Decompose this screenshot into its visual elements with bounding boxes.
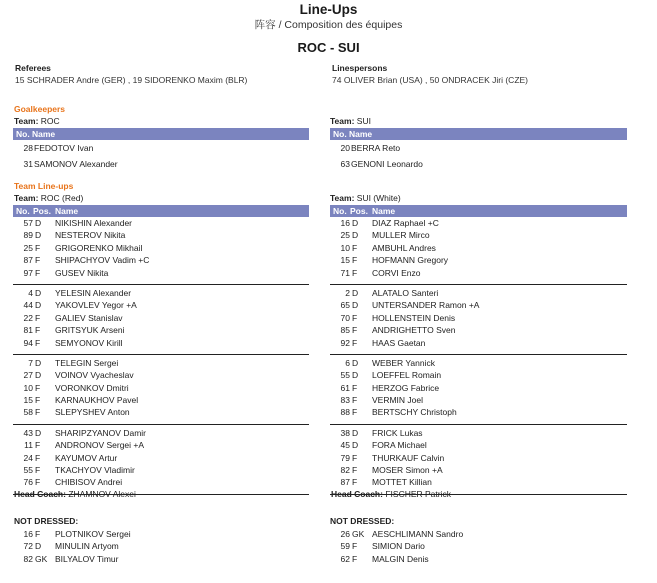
player-number: 65 xyxy=(340,300,350,311)
player-number: 89 xyxy=(23,230,33,241)
lineup-player-row xyxy=(330,358,627,370)
player-number: 55 xyxy=(340,370,350,381)
player-number: 92 xyxy=(340,337,350,348)
gk-team-label-right: Team: xyxy=(330,116,355,126)
player-name: GRITSYUK Arseni xyxy=(55,325,125,336)
player-name: BERTSCHY Christoph xyxy=(372,407,457,418)
lineup-player-row xyxy=(13,440,309,452)
page-subtitle: 阵容 / Composition des équipes xyxy=(254,19,403,31)
goalkeeper-row xyxy=(330,159,627,175)
lineup-player-row xyxy=(13,338,309,350)
player-number: 97 xyxy=(23,267,33,278)
player-name: THURKAUF Calvin xyxy=(372,452,445,463)
lineup-player-row xyxy=(330,243,627,255)
player-name: SAMONOV Alexander xyxy=(34,159,118,169)
player-number: 88 xyxy=(340,407,350,418)
lineup-player-row xyxy=(330,268,627,280)
lineup-player-row xyxy=(13,230,309,242)
lineup-player-row xyxy=(13,358,309,370)
player-position: D xyxy=(35,300,42,311)
player-position: D xyxy=(35,230,42,241)
player-number: 22 xyxy=(23,312,33,323)
player-name: AESCHLIMANN Sandro xyxy=(372,529,464,539)
player-number: 82 xyxy=(23,553,33,564)
player-number: 2 xyxy=(345,287,350,298)
player-number: 59 xyxy=(340,541,350,552)
lineup-header-no: No. xyxy=(16,206,30,216)
player-number: 31 xyxy=(23,159,33,169)
player-name: GRIGORENKO Mikhail xyxy=(55,242,143,253)
not-dressed-row xyxy=(13,541,309,553)
player-name: UNTERSANDER Ramon +A xyxy=(372,300,480,311)
player-position: D xyxy=(35,357,42,368)
lineup-player-row xyxy=(330,383,627,395)
not-dressed-row xyxy=(13,554,309,566)
lineup-player-row xyxy=(330,477,627,489)
player-number: 28 xyxy=(23,143,33,153)
lineup-header-left xyxy=(13,205,309,217)
lineup-list-left xyxy=(13,218,309,498)
player-name: PLOTNIKOV Sergei xyxy=(55,529,131,539)
player-number: 87 xyxy=(340,477,350,488)
player-name: FRICK Lukas xyxy=(372,427,423,438)
player-position: F xyxy=(35,325,41,336)
lineup-player-row xyxy=(13,255,309,267)
goalkeeper-row xyxy=(13,159,309,175)
head-coach-name: ZHAMNOV Alexei xyxy=(68,489,136,499)
player-position: F xyxy=(35,337,41,348)
player-name: YELESIN Alexander xyxy=(55,287,132,298)
player-number: 82 xyxy=(340,465,350,476)
player-name: FEDOTOV Ivan xyxy=(34,143,94,153)
goalkeeper-row xyxy=(330,143,627,159)
gk-list-left xyxy=(13,143,309,175)
lineup-player-row xyxy=(330,313,627,325)
not-dressed-row xyxy=(13,529,309,541)
head-coach-left xyxy=(14,489,136,499)
lineup-header-pos: Pos. xyxy=(350,206,368,216)
player-position: F xyxy=(35,452,41,463)
lineup-player-row xyxy=(330,325,627,337)
player-number: 45 xyxy=(340,440,350,451)
player-name: ALATALO Santeri xyxy=(372,287,439,298)
player-name: NESTEROV Nikita xyxy=(55,230,126,241)
player-name: HAAS Gaetan xyxy=(372,337,426,348)
player-name: SEMYONOV Kirill xyxy=(55,337,123,348)
player-position: D xyxy=(35,370,42,381)
player-position: D xyxy=(352,357,359,368)
not-dressed-list-left xyxy=(13,529,309,566)
lineup-player-row xyxy=(13,288,309,300)
player-position: F xyxy=(35,255,41,266)
player-number: 15 xyxy=(23,395,33,406)
player-position: D xyxy=(35,218,42,228)
gk-team-right xyxy=(330,116,371,126)
player-position: F xyxy=(352,553,358,564)
player-name: AMBUHL Andres xyxy=(372,242,436,253)
player-position: F xyxy=(352,452,358,463)
player-position: F xyxy=(35,477,41,488)
player-position: F xyxy=(35,529,41,539)
goalkeepers-section-label: Goalkeepers xyxy=(14,104,66,114)
linespersons-value: 74 OLIVER Brian (USA) , 50 ONDRACEK Jiri (CZE) xyxy=(332,75,529,85)
player-position: D xyxy=(352,427,359,438)
player-number: 10 xyxy=(23,382,33,393)
lineup-player-row xyxy=(13,453,309,465)
player-name: BERRA Reto xyxy=(351,143,401,153)
player-number: 70 xyxy=(340,312,350,323)
lineup-team-name-right: SUI (White) xyxy=(356,193,401,203)
player-position: D xyxy=(352,230,359,241)
lineup-player-row xyxy=(13,300,309,312)
player-position: F xyxy=(35,382,41,393)
gk-team-label-left: Team: xyxy=(14,116,39,126)
lineup-player-row xyxy=(330,288,627,300)
player-name: CORVI Enzo xyxy=(372,267,421,278)
lineup-player-row xyxy=(330,255,627,267)
lineup-player-row xyxy=(330,453,627,465)
player-name: GENONI Leonardo xyxy=(351,159,423,169)
player-name: VOINOV Vyacheslav xyxy=(55,370,134,381)
player-name: SLEPYSHEV Anton xyxy=(55,407,130,418)
player-name: BILYALOV Timur xyxy=(55,553,119,564)
player-name: VERMIN Joel xyxy=(372,395,424,406)
player-number: 25 xyxy=(23,242,33,253)
gk-team-name-right: SUI xyxy=(356,116,371,126)
gk-team-left xyxy=(14,116,60,126)
player-position: F xyxy=(352,255,358,266)
lineup-player-row xyxy=(13,313,309,325)
player-number: 26 xyxy=(340,529,350,539)
player-number: 4 xyxy=(28,287,33,298)
head-coach-right xyxy=(331,489,451,499)
gk-team-name-left: ROC xyxy=(40,116,60,126)
player-name: MOSER Simon +A xyxy=(372,465,443,476)
player-position: F xyxy=(352,325,358,336)
player-number: 24 xyxy=(23,452,33,463)
gk-header-left xyxy=(13,128,309,140)
goalkeeper-row xyxy=(13,143,309,159)
player-name: DIAZ Raphael +C xyxy=(372,218,439,228)
player-position: D xyxy=(352,287,359,298)
player-name: FORA Michael xyxy=(372,440,427,451)
player-number: 71 xyxy=(340,267,350,278)
player-position: F xyxy=(352,477,358,488)
lineup-player-row xyxy=(13,325,309,337)
not-dressed-row xyxy=(330,541,627,553)
not-dressed-label-right: NOT DRESSED: xyxy=(330,516,395,526)
player-position: F xyxy=(35,440,41,451)
not-dressed-label-left: NOT DRESSED: xyxy=(14,516,79,526)
lineup-player-row xyxy=(13,218,309,230)
lineup-player-row xyxy=(330,428,627,440)
player-name: NIKISHIN Alexander xyxy=(55,218,133,228)
gk-header-name: Name xyxy=(32,129,56,139)
player-number: 43 xyxy=(23,427,33,438)
player-number: 20 xyxy=(340,143,350,153)
player-number: 55 xyxy=(23,465,33,476)
player-position: F xyxy=(35,242,41,253)
player-name: KARNAUKHOV Pavel xyxy=(55,395,139,406)
player-name: ANDRIGHETTO Sven xyxy=(372,325,456,336)
player-position: D xyxy=(35,427,42,438)
player-position: F xyxy=(35,407,41,418)
lineup-player-row xyxy=(13,407,309,419)
lineup-header-pos: Pos. xyxy=(33,206,51,216)
lineup-player-row xyxy=(330,407,627,419)
lineup-team-name-left: ROC (Red) xyxy=(40,193,84,203)
head-coach-name: FISCHER Patrick xyxy=(385,489,451,499)
lineups-section-label: Team Line-ups xyxy=(14,181,74,191)
lineup-team-label-left: Team: xyxy=(14,193,39,203)
player-position: F xyxy=(35,267,41,278)
player-position: GK xyxy=(352,529,365,539)
lineup-player-row xyxy=(13,477,309,489)
player-position: F xyxy=(352,395,358,406)
player-number: 94 xyxy=(23,337,33,348)
player-name: VORONKOV Dmitri xyxy=(55,382,129,393)
player-name: MULLER Mirco xyxy=(372,230,430,241)
player-position: D xyxy=(35,287,42,298)
page-title: Line-Ups xyxy=(299,2,358,17)
not-dressed-list-right xyxy=(330,529,627,566)
player-position: D xyxy=(352,218,359,228)
player-number: 87 xyxy=(23,255,33,266)
lineup-team-left xyxy=(14,193,83,203)
lineup-player-row xyxy=(330,440,627,452)
referees-label: Referees xyxy=(15,63,51,73)
player-name: SHARIPZYANOV Damir xyxy=(55,427,146,438)
player-number: 85 xyxy=(340,325,350,336)
player-position: D xyxy=(35,541,42,552)
player-name: MALGIN Denis xyxy=(372,553,429,564)
lineup-team-right xyxy=(330,193,401,203)
player-name: GALIEV Stanislav xyxy=(55,312,123,323)
lineup-list-right xyxy=(330,218,627,498)
match-title: ROC - SUI xyxy=(297,40,360,55)
player-position: F xyxy=(352,337,358,348)
player-number: 11 xyxy=(24,440,33,451)
player-number: 25 xyxy=(340,230,350,241)
lineup-player-row xyxy=(330,218,627,230)
player-number: 16 xyxy=(340,218,350,228)
lineup-player-row xyxy=(330,230,627,242)
player-name: MOTTET Killian xyxy=(372,477,432,488)
head-coach-label: Head Coach: xyxy=(14,489,66,499)
player-position: D xyxy=(352,370,359,381)
player-name: TELEGIN Sergei xyxy=(55,357,119,368)
player-position: D xyxy=(352,300,359,311)
lineup-player-row xyxy=(13,428,309,440)
linespersons-label: Linespersons xyxy=(332,63,388,73)
gk-header-no: No. xyxy=(16,129,30,139)
player-position: F xyxy=(35,312,41,323)
player-position: F xyxy=(352,382,358,393)
player-number: 10 xyxy=(340,242,350,253)
gk-header-no: No. xyxy=(333,129,347,139)
gk-header-right xyxy=(330,128,627,140)
player-name: WEBER Yannick xyxy=(372,357,435,368)
lineup-header-no: No. xyxy=(333,206,347,216)
player-number: 6 xyxy=(345,357,350,368)
player-position: F xyxy=(35,465,41,476)
lineup-player-row xyxy=(330,370,627,382)
player-number: 57 xyxy=(23,218,33,228)
player-number: 63 xyxy=(340,159,350,169)
player-number: 81 xyxy=(23,325,33,336)
lineup-header-name: Name xyxy=(55,206,79,216)
not-dressed-row xyxy=(330,554,627,566)
lineup-player-row xyxy=(13,243,309,255)
player-name: KAYUMOV Artur xyxy=(55,452,118,463)
lineup-player-row xyxy=(330,338,627,350)
lineup-player-row xyxy=(13,465,309,477)
player-number: 83 xyxy=(340,395,350,406)
player-name: SIMION Dario xyxy=(372,541,425,552)
lineup-header-right xyxy=(330,205,627,217)
player-number: 72 xyxy=(23,541,33,552)
player-number: 76 xyxy=(23,477,33,488)
player-number: 7 xyxy=(28,357,33,368)
player-name: ANDRONOV Sergei +A xyxy=(55,440,145,451)
player-name: CHIBISOV Andrei xyxy=(55,477,123,488)
player-position: GK xyxy=(35,553,48,564)
gk-list-right xyxy=(330,143,627,175)
lineup-player-row xyxy=(13,383,309,395)
player-number: 38 xyxy=(340,427,350,438)
player-number: 15 xyxy=(340,255,350,266)
player-position: F xyxy=(352,312,358,323)
player-position: F xyxy=(352,465,358,476)
player-position: F xyxy=(352,267,358,278)
player-number: 58 xyxy=(23,407,33,418)
player-name: LOEFFEL Romain xyxy=(372,370,442,381)
referees-value: 15 SCHRADER Andre (GER) , 19 SIDORENKO Maxim (BLR) xyxy=(15,75,248,85)
player-name: HOFMANN Gregory xyxy=(372,255,449,266)
player-name: HERZOG Fabrice xyxy=(372,382,440,393)
player-number: 61 xyxy=(340,382,350,393)
lineup-player-row xyxy=(13,268,309,280)
player-position: F xyxy=(352,541,358,552)
not-dressed-row xyxy=(330,529,627,541)
player-number: 16 xyxy=(23,529,33,539)
player-position: F xyxy=(352,407,358,418)
player-name: TKACHYOV Vladimir xyxy=(55,465,135,476)
lineup-team-label-right: Team: xyxy=(330,193,355,203)
gk-header-name: Name xyxy=(349,129,373,139)
lineup-player-row xyxy=(330,395,627,407)
player-name: GUSEV Nikita xyxy=(55,267,109,278)
lineup-player-row xyxy=(330,300,627,312)
player-number: 79 xyxy=(340,452,350,463)
player-position: D xyxy=(352,440,359,451)
lineup-player-row xyxy=(330,465,627,477)
player-number: 44 xyxy=(23,300,33,311)
lineup-player-row xyxy=(13,370,309,382)
player-position: F xyxy=(35,395,41,406)
player-number: 27 xyxy=(23,370,33,381)
player-name: YAKOVLEV Yegor +A xyxy=(55,300,137,311)
player-number: 62 xyxy=(340,553,350,564)
lineup-player-row xyxy=(13,395,309,407)
player-name: MINULIN Artyom xyxy=(55,541,119,552)
lineup-header-name: Name xyxy=(372,206,396,216)
player-name: HOLLENSTEIN Denis xyxy=(372,312,456,323)
head-coach-label: Head Coach: xyxy=(331,489,383,499)
player-name: SHIPACHYOV Vadim +C xyxy=(55,255,150,266)
player-position: F xyxy=(352,242,358,253)
